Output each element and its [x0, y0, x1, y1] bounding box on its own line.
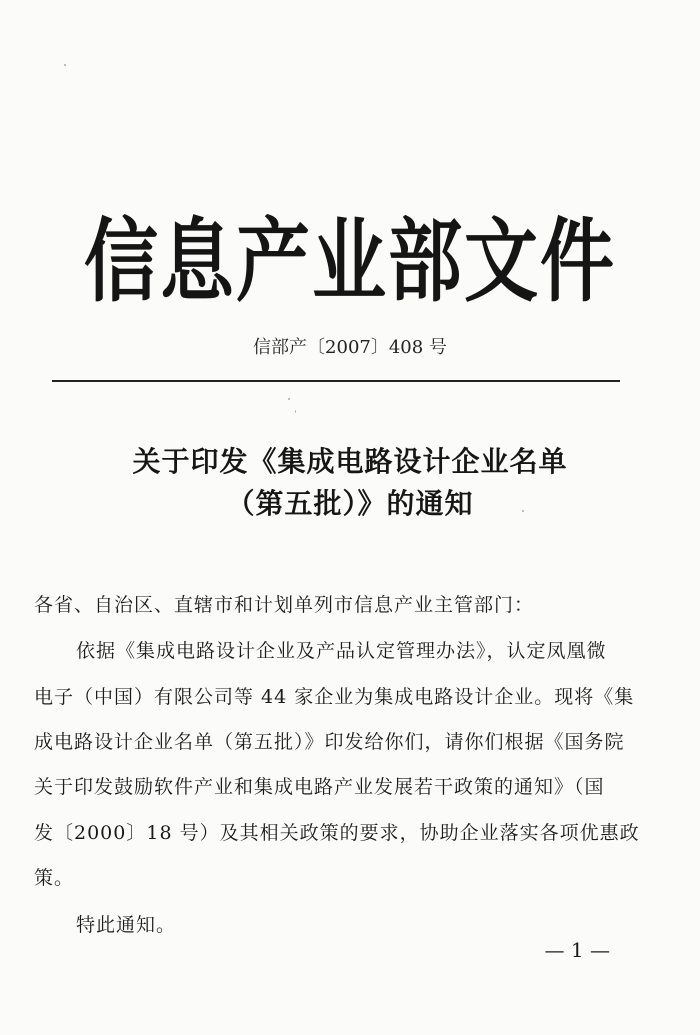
body-line: 依据《集成电路设计企业及产品认定管理办法》，认定凤凰微 — [76, 640, 607, 662]
body-line: 策。 — [34, 867, 75, 889]
body-line: 电子（中国）有限公司等 44 家企业为集成电路设计企业。现将《集 — [34, 686, 635, 708]
body-line: 成电路设计企业名单（第五批）》印发给你们，请你们根据《国务院 — [34, 731, 625, 753]
salutation: 各省、自治区、直辖市和计划单列市信息产业主管部门： — [34, 594, 535, 616]
scan-speck — [295, 410, 296, 413]
subject-line-2: （第五批）》的通知 — [226, 487, 474, 520]
header-divider — [52, 380, 620, 382]
scan-speck — [288, 398, 290, 400]
page-number: — 1 — — [544, 938, 610, 962]
closing-remark: 特此通知。 — [76, 914, 177, 936]
subject-line-1: 关于印发《集成电路设计企业名单 — [132, 445, 568, 478]
body-line: 发〔2000〕18 号）及其相关政策的要求，协助企业落实各项优惠政 — [34, 822, 640, 844]
scan-speck — [64, 64, 66, 66]
document-header-title: 信息产业部文件 — [84, 209, 616, 315]
body-line: 关于印发鼓励软件产业和集成电路产业发展若干政策的通知》（国 — [34, 776, 605, 798]
scan-speck — [522, 510, 524, 512]
document-number: 信部产〔2007〕408 号 — [253, 337, 447, 358]
